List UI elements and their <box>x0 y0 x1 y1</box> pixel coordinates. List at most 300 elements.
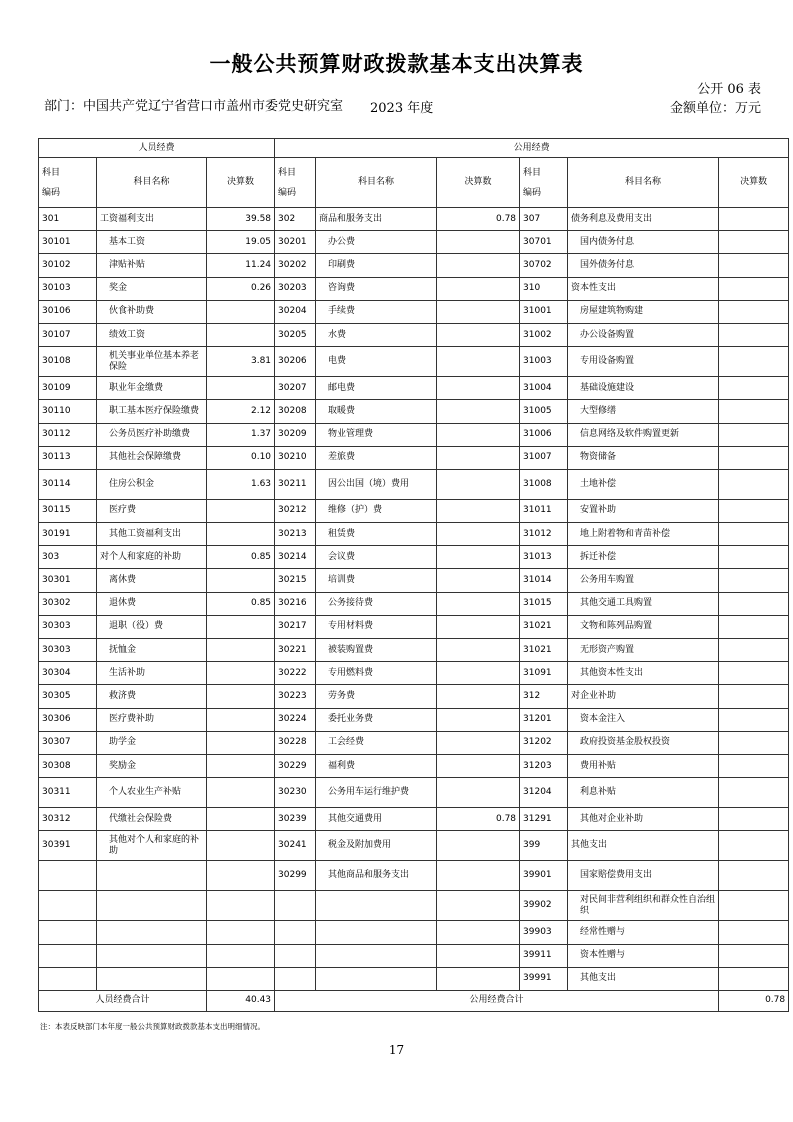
amount-cell <box>719 523 789 546</box>
subject-code-cell: 30216 <box>275 592 316 615</box>
subject-code-cell: 30224 <box>275 708 316 731</box>
amount-cell <box>437 446 520 469</box>
subject-code-cell: 31011 <box>520 499 568 522</box>
table-row <box>39 400 789 423</box>
amount-cell <box>719 423 789 446</box>
amount-cell <box>207 831 275 861</box>
subject-name-cell: 公务接待费 <box>316 592 437 615</box>
subject-name-cell: 工资福利支出 <box>97 208 207 231</box>
amount-cell <box>719 967 789 990</box>
subject-code-cell: 30210 <box>275 446 316 469</box>
amount-cell <box>437 254 520 277</box>
amount-cell: 0.78 <box>437 808 520 831</box>
amount-cell <box>207 731 275 754</box>
subject-name-cell: 邮电费 <box>316 377 437 400</box>
amount-cell <box>207 499 275 522</box>
table-row <box>39 208 789 231</box>
amount-cell <box>719 592 789 615</box>
amount-cell <box>207 778 275 808</box>
amount-cell <box>719 639 789 662</box>
subject-code-cell <box>275 891 316 921</box>
subject-name-cell: 土地补偿 <box>568 469 719 499</box>
amount-cell <box>207 300 275 323</box>
subject-code-cell: 30191 <box>39 523 97 546</box>
subject-code-cell: 30112 <box>39 423 97 446</box>
amount-cell: 1.37 <box>207 423 275 446</box>
subject-name-cell: 水费 <box>316 323 437 346</box>
amount-cell <box>719 808 789 831</box>
amount-cell <box>719 662 789 685</box>
table-row <box>39 731 789 754</box>
subject-code-cell: 30702 <box>520 254 568 277</box>
subject-name-cell: 机关事业单位基本养老保险 <box>97 347 207 377</box>
table-row <box>39 944 789 967</box>
subject-code-cell: 30391 <box>39 831 97 861</box>
subject-name-cell: 差旅费 <box>316 446 437 469</box>
amount-cell <box>719 499 789 522</box>
table-row <box>39 469 789 499</box>
subject-code-cell: 30306 <box>39 708 97 731</box>
table-row <box>39 446 789 469</box>
subject-name-cell: 安置补助 <box>568 499 719 522</box>
table-row <box>39 754 789 777</box>
subject-name-cell: 经常性赠与 <box>568 921 719 944</box>
amount-cell <box>719 300 789 323</box>
amount-cell <box>437 891 520 921</box>
subject-name-cell: 无形资产购置 <box>568 639 719 662</box>
subject-name-cell: 信息网络及软件购置更新 <box>568 423 719 446</box>
subject-code-cell: 30114 <box>39 469 97 499</box>
amount-cell <box>437 569 520 592</box>
subject-code-cell: 30228 <box>275 731 316 754</box>
subject-name-cell: 专用设备购置 <box>568 347 719 377</box>
subject-code-cell: 30312 <box>39 808 97 831</box>
subject-code-cell: 30303 <box>39 639 97 662</box>
department-label: 部门：中国共产党辽宁省营口市盖州市委党史研究室 <box>44 99 344 114</box>
subject-name-cell: 国内债务付息 <box>568 231 719 254</box>
subject-code-cell <box>275 967 316 990</box>
table-row <box>39 377 789 400</box>
subject-code-cell: 30211 <box>275 469 316 499</box>
subject-name-cell: 医疗费补助 <box>97 708 207 731</box>
amount-cell <box>719 446 789 469</box>
subject-code-cell: 399 <box>520 831 568 861</box>
subject-code-cell: 39901 <box>520 861 568 891</box>
amount-cell <box>437 523 520 546</box>
subject-name-cell: 取暖费 <box>316 400 437 423</box>
subject-code-cell <box>39 967 97 990</box>
subject-name-cell: 抚恤金 <box>97 639 207 662</box>
subject-code-cell: 30299 <box>275 861 316 891</box>
amount-cell <box>719 615 789 638</box>
amount-cell <box>719 921 789 944</box>
page-title: 一般公共预算财政拨款基本支出决算表 <box>209 51 584 76</box>
amount-cell <box>207 708 275 731</box>
amount-cell <box>437 300 520 323</box>
subject-code-cell: 30106 <box>39 300 97 323</box>
table-row <box>39 662 789 685</box>
subject-name-cell: 住房公积金 <box>97 469 207 499</box>
subject-name-cell: 电费 <box>316 347 437 377</box>
subject-name-cell: 委托业务费 <box>316 708 437 731</box>
subject-code-cell: 30305 <box>39 685 97 708</box>
subject-code-cell: 30308 <box>39 754 97 777</box>
subject-code-cell: 30701 <box>520 231 568 254</box>
subject-code-cell: 31002 <box>520 323 568 346</box>
subject-name-cell: 国家赔偿费用支出 <box>568 861 719 891</box>
subject-name-cell: 对个人和家庭的补助 <box>97 546 207 569</box>
amount-cell <box>207 662 275 685</box>
name-header: 科目名称 <box>97 158 207 208</box>
subject-code-cell: 39903 <box>520 921 568 944</box>
table-row <box>39 277 789 300</box>
table-row <box>39 639 789 662</box>
subject-code-cell: 30215 <box>275 569 316 592</box>
subject-name-cell: 其他交通工具购置 <box>568 592 719 615</box>
amount-cell <box>719 754 789 777</box>
subject-code-cell: 31021 <box>520 615 568 638</box>
subject-name-cell: 基础设施建设 <box>568 377 719 400</box>
amount-cell <box>719 377 789 400</box>
amount-cell <box>719 400 789 423</box>
subject-code-cell: 30222 <box>275 662 316 685</box>
subject-name-cell: 国外债务付息 <box>568 254 719 277</box>
amount-cell <box>207 944 275 967</box>
amount-cell <box>437 731 520 754</box>
subject-code-cell: 30302 <box>39 592 97 615</box>
subject-name-cell: 大型修缮 <box>568 400 719 423</box>
subject-code-cell: 310 <box>520 277 568 300</box>
subject-code-cell: 312 <box>520 685 568 708</box>
amount-cell <box>207 685 275 708</box>
subject-name-cell: 助学金 <box>97 731 207 754</box>
amount-cell <box>719 685 789 708</box>
amount-cell <box>437 662 520 685</box>
subject-code-cell: 30107 <box>39 323 97 346</box>
amount-cell <box>207 891 275 921</box>
subject-name-cell: 其他工资福利支出 <box>97 523 207 546</box>
table-row <box>39 546 789 569</box>
amount-cell <box>719 347 789 377</box>
subject-code-cell: 30230 <box>275 778 316 808</box>
personnel-total-label: 人员经费合计 <box>39 990 207 1011</box>
subject-name-cell: 职工基本医疗保险缴费 <box>97 400 207 423</box>
subject-code-cell: 30201 <box>275 231 316 254</box>
subject-name-cell: 代缴社会保险费 <box>97 808 207 831</box>
table-row <box>39 323 789 346</box>
subject-name-cell: 救济费 <box>97 685 207 708</box>
code-header: 科目 编码 <box>39 158 97 208</box>
amount-cell <box>437 423 520 446</box>
amount-cell <box>719 546 789 569</box>
subject-name-cell: 其他商品和服务支出 <box>316 861 437 891</box>
subject-name-cell: 其他支出 <box>568 831 719 861</box>
amount-cell <box>437 639 520 662</box>
subject-code-cell: 30101 <box>39 231 97 254</box>
code-header: 科目 编码 <box>520 158 568 208</box>
subject-code-cell: 302 <box>275 208 316 231</box>
amount-cell <box>207 523 275 546</box>
subject-name-cell: 会议费 <box>316 546 437 569</box>
subject-name-cell <box>97 967 207 990</box>
amount-cell: 0.85 <box>207 546 275 569</box>
amount-cell <box>437 615 520 638</box>
subject-name-cell <box>97 944 207 967</box>
subject-code-cell: 307 <box>520 208 568 231</box>
subject-name-cell <box>316 921 437 944</box>
subject-name-cell: 房屋建筑物购建 <box>568 300 719 323</box>
amount-cell: 11.24 <box>207 254 275 277</box>
subject-code-cell: 30206 <box>275 347 316 377</box>
amount-cell <box>719 231 789 254</box>
amount-cell <box>719 831 789 861</box>
amount-cell <box>437 754 520 777</box>
subject-code-cell: 31014 <box>520 569 568 592</box>
subject-code-cell: 30203 <box>275 277 316 300</box>
amount-cell <box>207 323 275 346</box>
amount-cell <box>437 499 520 522</box>
subject-code-cell: 30110 <box>39 400 97 423</box>
subject-name-cell: 印刷费 <box>316 254 437 277</box>
subject-name-cell: 奖励金 <box>97 754 207 777</box>
amount-cell <box>207 921 275 944</box>
amount-cell <box>437 944 520 967</box>
subject-name-cell: 公务员医疗补助缴费 <box>97 423 207 446</box>
amount-cell <box>719 778 789 808</box>
subject-name-cell: 其他资本性支出 <box>568 662 719 685</box>
amount-cell <box>437 231 520 254</box>
subject-name-cell <box>316 967 437 990</box>
subject-code-cell: 39991 <box>520 967 568 990</box>
amount-cell: 0.85 <box>207 592 275 615</box>
subject-name-cell: 其他对个人和家庭的补助 <box>97 831 207 861</box>
subject-code-cell: 30209 <box>275 423 316 446</box>
subject-code-cell: 31202 <box>520 731 568 754</box>
subject-name-cell: 被装购置费 <box>316 639 437 662</box>
amount-cell <box>437 377 520 400</box>
subject-name-cell: 其他支出 <box>568 967 719 990</box>
subject-name-cell <box>316 944 437 967</box>
amount-header: 决算数 <box>437 158 520 208</box>
subject-code-cell: 30103 <box>39 277 97 300</box>
subject-name-cell: 公务用车运行维护费 <box>316 778 437 808</box>
subject-name-cell: 拆迁补偿 <box>568 546 719 569</box>
amount-cell <box>207 377 275 400</box>
subject-code-cell: 39911 <box>520 944 568 967</box>
amount-cell <box>437 323 520 346</box>
subject-code-cell: 30212 <box>275 499 316 522</box>
subject-name-cell: 税金及附加费用 <box>316 831 437 861</box>
subject-code-cell: 31015 <box>520 592 568 615</box>
subject-code-cell: 31201 <box>520 708 568 731</box>
amount-header: 决算数 <box>719 158 789 208</box>
subject-code-cell: 30113 <box>39 446 97 469</box>
table-row <box>39 831 789 861</box>
subject-code-cell: 303 <box>39 546 97 569</box>
subject-name-cell: 商品和服务支出 <box>316 208 437 231</box>
subject-name-cell: 医疗费 <box>97 499 207 522</box>
subject-code-cell: 30208 <box>275 400 316 423</box>
subject-name-cell: 资本性赠与 <box>568 944 719 967</box>
amount-cell: 3.81 <box>207 347 275 377</box>
amount-cell <box>207 615 275 638</box>
table-row <box>39 708 789 731</box>
table-row <box>39 615 789 638</box>
table-row <box>39 347 789 377</box>
amount-cell <box>719 708 789 731</box>
amount-cell <box>719 891 789 921</box>
subject-code-cell <box>39 861 97 891</box>
subject-code-cell: 30311 <box>39 778 97 808</box>
name-header: 科目名称 <box>568 158 719 208</box>
subject-name-cell: 奖金 <box>97 277 207 300</box>
subject-name-cell: 手续费 <box>316 300 437 323</box>
amount-unit: 金额单位：万元 <box>669 101 761 116</box>
amount-cell <box>719 731 789 754</box>
subject-name-cell: 退休费 <box>97 592 207 615</box>
subject-name-cell <box>316 891 437 921</box>
table-row <box>39 423 789 446</box>
amount-cell: 0.10 <box>207 446 275 469</box>
subject-code-cell: 31013 <box>520 546 568 569</box>
amount-cell <box>719 569 789 592</box>
table-row <box>39 967 789 990</box>
subject-code-cell <box>39 944 97 967</box>
amount-cell <box>437 708 520 731</box>
subject-code-cell: 31021 <box>520 639 568 662</box>
amount-cell <box>719 861 789 891</box>
table-row <box>39 921 789 944</box>
code-header: 科目 编码 <box>275 158 316 208</box>
subject-name-cell: 生活补助 <box>97 662 207 685</box>
subject-name-cell: 离休费 <box>97 569 207 592</box>
subject-code-cell: 30205 <box>275 323 316 346</box>
subject-name-cell: 基本工资 <box>97 231 207 254</box>
subject-code-cell: 31291 <box>520 808 568 831</box>
subject-code-cell <box>39 891 97 921</box>
amount-cell <box>719 208 789 231</box>
amount-cell: 1.63 <box>207 469 275 499</box>
amount-cell <box>207 639 275 662</box>
amount-cell: 2.12 <box>207 400 275 423</box>
subject-code-cell: 30115 <box>39 499 97 522</box>
subject-name-cell: 福利费 <box>316 754 437 777</box>
subject-code-cell: 31003 <box>520 347 568 377</box>
table-row <box>39 254 789 277</box>
subject-code-cell: 30214 <box>275 546 316 569</box>
amount-cell <box>437 347 520 377</box>
table-row <box>39 499 789 522</box>
subject-name-cell: 其他交通费用 <box>316 808 437 831</box>
footnote: 注：本表反映部门本年度一般公共预算财政拨款基本支出明细情况。 <box>40 1022 265 1031</box>
amount-cell <box>719 323 789 346</box>
subject-name-cell: 津贴补贴 <box>97 254 207 277</box>
subject-code-cell: 31006 <box>520 423 568 446</box>
subject-name-cell: 伙食补助费 <box>97 300 207 323</box>
subject-name-cell: 文物和陈列品购置 <box>568 615 719 638</box>
subject-code-cell: 30221 <box>275 639 316 662</box>
subject-code-cell: 31001 <box>520 300 568 323</box>
table-row <box>39 891 789 921</box>
amount-cell <box>207 967 275 990</box>
subject-code-cell: 31203 <box>520 754 568 777</box>
amount-cell <box>437 778 520 808</box>
subject-code-cell: 30239 <box>275 808 316 831</box>
subject-name-cell: 退职（役）费 <box>97 615 207 638</box>
amount-cell <box>437 400 520 423</box>
subject-name-cell: 咨询费 <box>316 277 437 300</box>
subject-code-cell: 31005 <box>520 400 568 423</box>
personnel-total-value: 40.43 <box>207 990 275 1011</box>
subject-code-cell: 30108 <box>39 347 97 377</box>
subject-name-cell: 个人农业生产补贴 <box>97 778 207 808</box>
amount-cell <box>719 254 789 277</box>
subject-name-cell: 公务用车购置 <box>568 569 719 592</box>
subject-name-cell: 劳务费 <box>316 685 437 708</box>
table-row <box>39 523 789 546</box>
subject-code-cell: 30109 <box>39 377 97 400</box>
subject-name-cell: 对企业补助 <box>568 685 719 708</box>
subject-code-cell: 30307 <box>39 731 97 754</box>
subject-code-cell: 30304 <box>39 662 97 685</box>
subject-code-cell <box>39 921 97 944</box>
subject-name-cell <box>97 891 207 921</box>
subject-name-cell: 职业年金缴费 <box>97 377 207 400</box>
subject-code-cell: 30301 <box>39 569 97 592</box>
subject-code-cell: 30303 <box>39 615 97 638</box>
subject-name-cell <box>97 861 207 891</box>
amount-cell <box>207 754 275 777</box>
subject-name-cell: 费用补贴 <box>568 754 719 777</box>
amount-cell <box>437 967 520 990</box>
amount-header: 决算数 <box>207 158 275 208</box>
subject-name-cell: 地上附着物和青苗补偿 <box>568 523 719 546</box>
table-row <box>39 808 789 831</box>
subject-name-cell: 债务利息及费用支出 <box>568 208 719 231</box>
name-header: 科目名称 <box>316 158 437 208</box>
amount-cell <box>207 861 275 891</box>
public-header: 公用经费 <box>275 139 789 158</box>
amount-cell: 19.05 <box>207 231 275 254</box>
subject-code-cell: 30102 <box>39 254 97 277</box>
amount-cell <box>437 921 520 944</box>
subject-code-cell: 31004 <box>520 377 568 400</box>
subject-name-cell <box>97 921 207 944</box>
subject-name-cell: 物资储备 <box>568 446 719 469</box>
personnel-header: 人员经费 <box>39 139 275 158</box>
amount-cell <box>437 685 520 708</box>
amount-cell <box>719 277 789 300</box>
table-row <box>39 778 789 808</box>
subject-name-cell: 对民间非营利组织和群众性自治组织 <box>568 891 719 921</box>
public-total-label: 公用经费合计 <box>275 990 719 1011</box>
subject-name-cell: 工会经费 <box>316 731 437 754</box>
amount-cell <box>437 469 520 499</box>
table-row <box>39 861 789 891</box>
subject-code-cell: 39902 <box>520 891 568 921</box>
amount-cell: 0.78 <box>437 208 520 231</box>
amount-cell <box>437 861 520 891</box>
subject-code-cell: 30213 <box>275 523 316 546</box>
expenditure-table <box>38 138 789 1012</box>
subject-code-cell: 30217 <box>275 615 316 638</box>
subject-name-cell: 利息补贴 <box>568 778 719 808</box>
amount-cell: 0.26 <box>207 277 275 300</box>
subject-name-cell: 专用材料费 <box>316 615 437 638</box>
subject-code-cell: 31204 <box>520 778 568 808</box>
form-number: 公开 06 表 <box>697 82 761 97</box>
subject-code-cell: 30223 <box>275 685 316 708</box>
